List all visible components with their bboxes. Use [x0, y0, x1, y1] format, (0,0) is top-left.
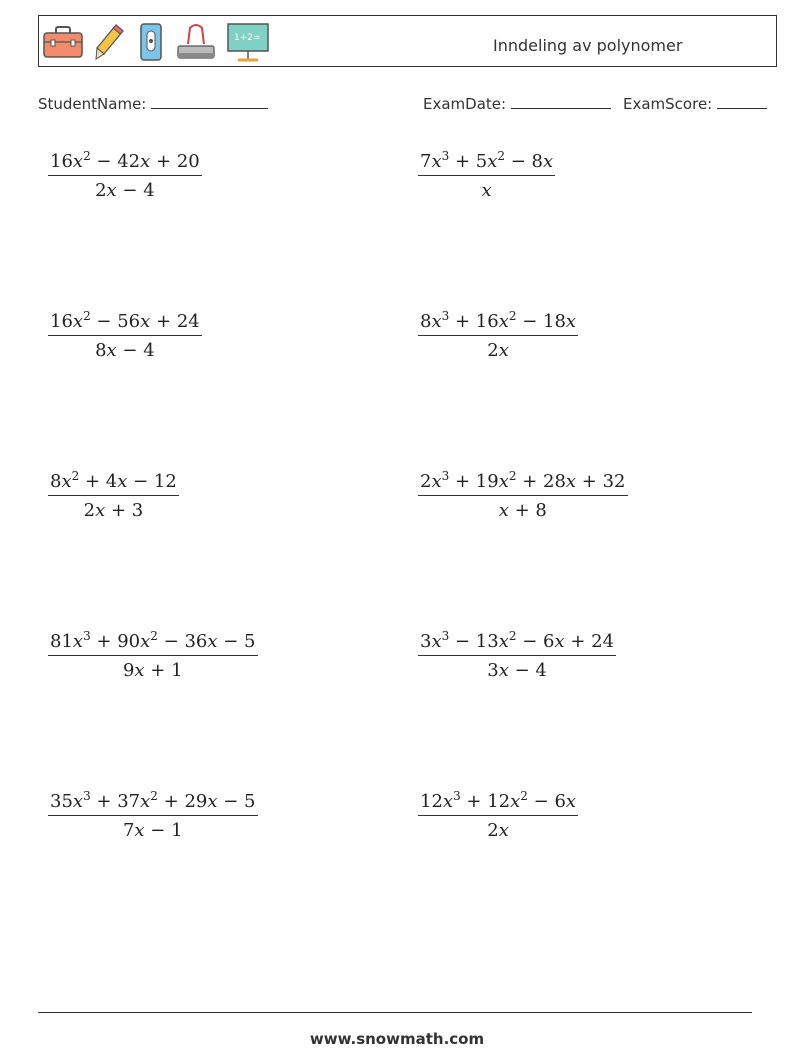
- fraction-bar: [48, 655, 258, 656]
- footer-divider: [38, 1012, 752, 1013]
- problem-3: [48, 309, 202, 361]
- denominator: 2x + 3: [83, 500, 144, 521]
- worksheet-header: [38, 15, 777, 67]
- footer-url[interactable]: www.snowmath.com: [309, 1030, 485, 1048]
- problem-6: [418, 469, 628, 521]
- fraction-bar: [418, 335, 578, 336]
- denominator: x: [481, 180, 492, 201]
- problem-9: [48, 789, 258, 841]
- numerator: $81x^3 + 90x^2 - 36x - 5$: [50, 629, 256, 652]
- problem-10: [418, 789, 578, 841]
- exam-score-blank[interactable]: [717, 93, 767, 109]
- denominator: 3x − 4: [487, 660, 547, 681]
- denominator: x + 8: [498, 500, 547, 521]
- numerator: $16x^2 - 42x + 20$: [50, 149, 200, 172]
- exam-date-label: ExamDate:: [423, 95, 507, 113]
- fraction-bar: [418, 175, 555, 176]
- problem-5: [48, 469, 179, 521]
- fraction-bar: [48, 175, 202, 176]
- numerator: $35x^3 + 37x^2 + 29x - 5$: [50, 789, 256, 812]
- numerator: $7x^3 + 5x^2 - 8x$: [420, 149, 554, 172]
- fraction-bar: [48, 335, 202, 336]
- denominator: 2x − 4: [95, 180, 155, 201]
- numerator: $16x^2 - 56x + 24$: [50, 309, 200, 332]
- exam-date-field: [423, 93, 611, 113]
- denominator: 8x − 4: [95, 340, 155, 361]
- student-name-label: StudentName:: [38, 95, 147, 113]
- fraction-bar: [418, 815, 578, 816]
- numerator: $12x^3 + 12x^2 - 6x$: [420, 789, 577, 812]
- exam-score-field: [623, 93, 767, 113]
- denominator: 2x: [487, 820, 509, 841]
- numerator: $8x^2 + 4x - 12$: [50, 469, 177, 492]
- fraction-bar: [418, 495, 628, 496]
- problem-8: [418, 629, 616, 681]
- chalkboard-text: 1+2=: [234, 33, 261, 43]
- student-name-blank[interactable]: [151, 93, 268, 109]
- header-icons: [42, 20, 270, 64]
- binder-clip-icon: [176, 22, 216, 62]
- problem-7: [48, 629, 258, 681]
- numerator: $2x^3 + 19x^2 + 28x + 32$: [420, 469, 626, 492]
- problem-2: [418, 149, 555, 201]
- problem-1: [48, 149, 202, 201]
- denominator: 9x + 1: [122, 660, 183, 681]
- student-name-field: [38, 93, 268, 113]
- fraction-bar: [418, 655, 616, 656]
- fraction-bar: [48, 815, 258, 816]
- numerator: $3x^3 - 13x^2 - 6x + 24$: [420, 629, 615, 652]
- denominator: 7x − 1: [122, 820, 183, 841]
- denominator: 2x: [487, 340, 509, 361]
- sharpener-icon: [136, 21, 166, 63]
- pencil-icon: [94, 22, 126, 62]
- numerator: $8x^3 + 16x^2 - 18x$: [420, 309, 577, 332]
- page-title: Inndeling av polynomer: [493, 36, 683, 55]
- chalkboard-icon: [226, 21, 270, 63]
- exam-date-blank[interactable]: [511, 93, 611, 109]
- problem-4: [418, 309, 578, 361]
- briefcase-icon: [42, 24, 84, 60]
- fraction-bar: [48, 495, 179, 496]
- exam-score-label: ExamScore:: [623, 95, 713, 113]
